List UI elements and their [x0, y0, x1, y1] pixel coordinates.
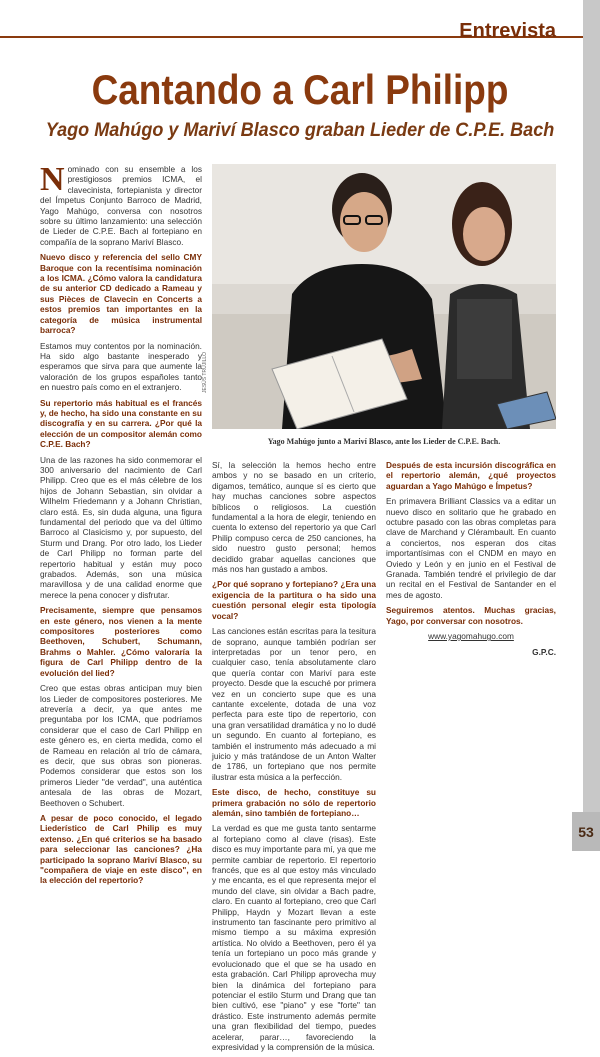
column-left: [40, 161, 202, 891]
article-subtitle: Yago Mahúgo y Mariví Blasco graban Lieder de C.P.E. Bach: [45, 120, 555, 141]
page-edge-bar: [583, 0, 600, 851]
page-number: 53: [572, 812, 600, 851]
question-7: Después de esta incursión discográfica en el repertorio alemán, ¿qué proyectos aguardan a Yago Mahúgo e Ímpetus?: [386, 460, 556, 491]
photo-caption: Yago Mahúgo junto a Mariví Blasco, ante los Lieder de C.P.E. Bach.: [267, 437, 501, 446]
closing-remark: Seguiremos atentos. Muchas gracias, Yago, por conversar con nosotros.: [386, 605, 556, 626]
website-link[interactable]: www.yagomahugo.com: [428, 631, 514, 642]
answer-7: En primavera Brilliant Classics va a editar un nuevo disco en solitario que he grabado en octubre pasado con las obras completas para clave de Marchand y Clérambault. En cuanto a conciertos, nos esperan dos citas importantísimas con el CNDM en mayo en Oviedo y León y en junio en el Festival de Granada. También tendré el privilegio de dar un recital en el Festival de Santander en el mes de agosto.: [386, 496, 556, 600]
answer-3: Creo que estas obras anticipan muy bien los Lieder de compositores posteriores. Me atrevería a decir, ya que antes me preguntaba por los ICMA, que podríamos considerar que el caso de Carl Philipp en este género es, en cierta medida, como el de Rameau en relación al trío de cámara, es decir, que sus obras son pioneras. Podemos considerar que estos son los primeros Lieder "de verdad", una auténtica antesala de las obras de Mozart, Beethoven o Schubert.: [40, 683, 202, 808]
question-3: Precisamente, siempre que pensamos en este género, nos vienen a la mente compositores posteriores como Beethoven, Schubert, Schumann, Brahms o Mahler. ¿Cómo valoraría la figura de Carl Philipp dentro de la evolución del lied?: [40, 605, 202, 678]
answer-4: Sí, la selección la hemos hecho entre ambos y no se basado en un criterio, digamos, temático, aunque sí es cierto que hay muchas canciones sobre aspectos bíblicos o religiosos. La cuestión fundamental a la hora de elegir, teniendo en cuenta lo extenso del repertorio ya que Carl Philip compuso cerca de 250 canciones, ha sido nuestro gusto personal; hemos decidido grabar aquellas canciones que más nos han gustado a ambos.: [212, 460, 376, 575]
drop-cap: N: [40, 161, 65, 198]
answer-5: Las canciones están escritas para la tesitura de soprano, aunque también podrían ser interpretadas por un tenor pero, en cualquier caso, tenía absolutamente claro que quería contar con Mariví para este proyecto. Desde que la escuché por primera vez en un concierto supe que es una cantante excelente, dotada de una voz perfecta para este tipo de repertorio, con una gran versatilidad dramática y no lo dudé un segundo. En cuanto al fortepiano, es también el instrumento más adecuado a mi juicio y más tratándose de un Anton Walter de 1786, un fortepiano que nos permite ilustrar esta música a la perfección.: [212, 626, 376, 782]
column-right: [386, 460, 556, 662]
answer-6: La verdad es que me gusta tanto sentarme al fortepiano como al clave (risas). Este disco es muy importante para mí, ya que me permite cambiar de repertorio. El repertorio francés, que es al que estoy más vinculado y me encanta, es el que representa mejor el mundo del clave, sin olvidar a Bach padre, claro. En cuanto al fortepiano, creo que Carl Philipp, Haydn y Mozart llevan a este instrumento tan fascinante pero primitivo al mismo tiempo a su máxima expresión artística. No olvido a Beethoven, pero él ya tenía un fortepiano un poco más grande y evolucionado que el que se ha usado en esta grabación. Carl Philipp aprovecha muy bien la dinámica del fortepiano para potenciar el estilo Sturm und Drang que tan bien cultivó, ese "piano" y ese "forte" tan drástico. Este instrumento además permite una gran flexibilidad del tiempo, puedes acelerar, parar…, favoreciendo la expresividad y la comprensión de la música.: [212, 823, 376, 1052]
photo-credit: JESÚS TRUJILLO: [202, 351, 208, 393]
article-title: Cantando a Carl Philipp: [91, 66, 509, 113]
question-6: Este disco, de hecho, constituye su primera grabación no sólo de repertorio alemán, sino también de fortepiano…: [212, 787, 376, 818]
interview-photo: [212, 164, 556, 429]
photo-illustration: [212, 164, 556, 429]
section-label: Entrevista: [459, 20, 556, 42]
question-1: Nuevo disco y referencia del sello CMY Baroque con la recentísima nominación a los ICMA. ¿Cómo valora la candidatura de su anterior CD dedicado a Rameau y sus Pièces de Clavecin en Concerts a estos premios tan importantes en la categoría de música instrumental barroca?: [40, 252, 202, 336]
intro-paragraph: Nominado con su ensemble a los prestigiosos premios ICMA, el clavecinista, fortepianista y director del Ímpetus Conjunto Barroco de Madrid, Yago Mahúgo, conversa con nosotros sobre su último lanzamiento: una selección de Lieder de C.P.E. Bach al fortepiano en compañía de la soprano Mariví Blasco.: [40, 161, 202, 247]
question-5: ¿Por qué soprano y fortepiano? ¿Era una exigencia de la partitura o ha sido una cuestión personal elegir esta tipología vocal?: [212, 579, 376, 621]
answer-1: Estamos muy contentos por la nominación. Ha sido algo bastante inesperado y esperamos que sirva para que aumente la valoración de los grupos españoles tanto en nuestro país como en el extranjero.: [40, 340, 202, 393]
column-middle: [212, 460, 376, 1057]
question-2: Su repertorio más habitual es el francés y, de hecho, ha sido una constante en su discografía y en su carrera. ¿Por qué la elección de un compositor alemán como C.P.E. Bach?: [40, 397, 202, 450]
question-4: A pesar de poco conocido, el legado Liederístico de Carl Philip es muy extenso. ¿En qué criterios se ha basado para seleccionar las canciones? ¿Ha participado la soprano Mariví Blasco, su "compañera de viaje en este disco", en la elección del repertorio?: [40, 812, 202, 886]
author-signature: G.P.C.: [532, 646, 556, 657]
answer-2: Una de las razones ha sido conmemorar el 300 aniversario del nacimiento de Carl Philipp. Creo que es el más célebre de los hijos de Johann Sebastian, sin olvidar a Wilhelm Friedemann y a Johann Christian, claro está. Es, sin duda alguna, una figura fundamental del periodo que va del último Barroco al Clasicismo y, por supuesto, del Sturm und Drang. Por otro lado, los Lieder de Carl Philipp no forman parte del repertorio habitual y están muy poco grabados. Además, son una música maravillosa y de una calidad enorme que merece la pena conocer y disfrutar.: [40, 454, 202, 600]
